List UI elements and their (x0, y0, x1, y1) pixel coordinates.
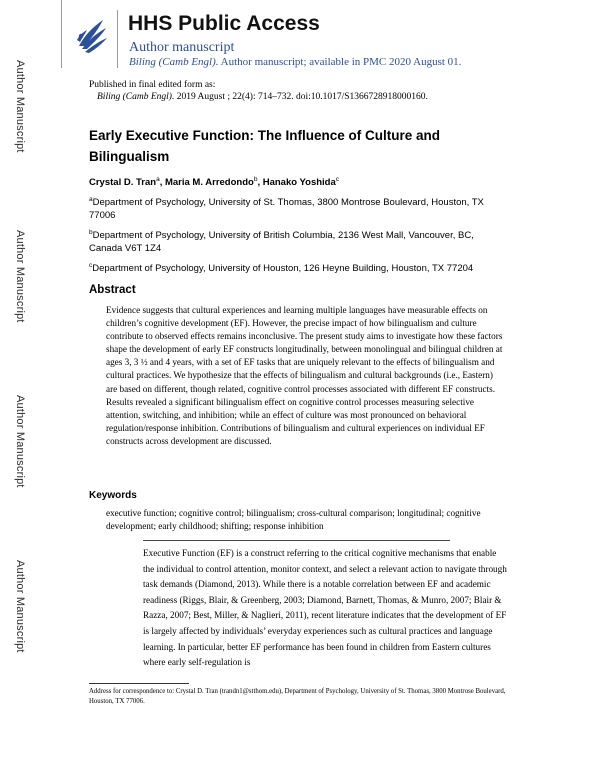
article-title: Early Executive Function: The Influence of Culture and Bilingualism (89, 128, 441, 164)
author-affil-mark: b (253, 176, 258, 183)
citation-journal: Biling (Camb Engl). (97, 92, 175, 102)
side-label-author-manuscript: Author Manuscript (14, 560, 26, 653)
body-paragraph: Executive Function (EF) is a construct referring to the critical cognitive mechanisms that enable the individual to control attention, monitor context, and select a relevant action to navigate through task demands (Diamond, 2013). While there is a notable correlation between EF and academic readiness (Riggs, Blair, & Greenberg, 2003; Diamond, Barnett, Thomas, & Munro, 2007; Blair & Razza, 2007; Best, Miller, & Naglieri, 2011), recent literature indicates that the development of EF is largely affected by individuals’ everyday experiences such as cultural practices and language learning. In particular, better EF performance has been found in children from Eastern cultures where early self-regulation is (143, 548, 507, 668)
author-name: Maria M. Arredondo (164, 177, 254, 189)
affiliation-text: Department of Psychology, University of British Columbia, 2136 West Mall, Vancouver, BC, Canada V6T 1Z4 (89, 230, 474, 255)
header-subtitle: Author manuscript (129, 40, 235, 55)
affiliation (89, 259, 509, 275)
section-divider (143, 540, 450, 541)
abstract-text: Evidence suggests that cultural experiences and learning multiple languages have measurable effects on children’s cognitive development (EF). However, the precise impact of how bilingualism and culture contribute to observed effects remains inconclusive. The present study aims to investigate how these factors shape the development of early EF constructs longitudinally, between monolingual and bilingual children at ages 3, 3 ½ and 4 years, with a set of EF tasks that are uniquely relevant to the effects of bilingualism and cultural practices. We hypothesize that the effects of bilingualism and cultural backgrounds (i.e., Eastern) are based on different, though related, cognitive control processes associated with different EF constructs. Results revealed a significant bilingualism effect on cognitive control processes measuring selective attention, switching, and inhibition; while an effect of culture was most pronounced on behavioral regulation/response inhibition. Contributions of bilingualism and cultural experiences on individual EF constructs across development are discussed. (106, 305, 503, 446)
header-journal-name: Biling (Camb Engl). (129, 56, 219, 68)
citation-details: 2019 August ; 22(4): 714–732. doi:10.1017/S1366728918000160. (174, 92, 428, 102)
header-divider-left (61, 0, 62, 68)
correspondence-footnote: Address for correspondence to: Crystal D. Tran (trandn1@stthom.edu), Department of Psychology, University of St. Thomas, 3800 Montrose Boulevard, Houston, TX 77006. (89, 688, 506, 705)
side-label-author-manuscript: Author Manuscript (14, 60, 26, 153)
side-label-author-manuscript: Author Manuscript (14, 230, 26, 323)
header-availability: Author manuscript; available in PMC 2020 August 01. (218, 56, 462, 68)
affiliation-text: Department of Psychology, University of Houston, 126 Heyne Building, Houston, TX 77204 (92, 263, 474, 275)
affiliation-mark: b (89, 229, 93, 236)
hhs-eagle-icon (73, 16, 109, 56)
author-affil-mark: a (156, 176, 160, 183)
author-name: Hanako Yoshida (262, 177, 336, 189)
author-affil-mark: c (335, 176, 340, 183)
published-label: Published in final edited form as: (89, 80, 216, 90)
keywords-text: executive function; cognitive control; bilingualism; cross-cultural comparison; longitudinal; cognitive development; early childhood; shifting; response inhibition (106, 508, 481, 531)
affiliation-mark: a (89, 196, 93, 203)
header-journal-line (129, 56, 461, 68)
header-divider (117, 10, 118, 68)
citation (97, 92, 428, 102)
affiliation (89, 226, 509, 255)
footnote-divider (89, 683, 189, 684)
affiliation-text: Department of Psychology, University of St. Thomas, 3800 Montrose Boulevard, Houston, TX 77006 (89, 197, 484, 222)
abstract-heading: Abstract (89, 284, 136, 296)
author-name: Crystal D. Tran (89, 177, 157, 189)
header-title: HHS Public Access (128, 12, 320, 35)
side-label-author-manuscript: Author Manuscript (14, 395, 26, 488)
affiliation (89, 193, 509, 222)
author-list: Crystal D. Tran$^a$, Maria M. Arredondo$^b$, Hanako Yoshida$^c$ (89, 176, 340, 189)
keywords-heading: Keywords (89, 490, 137, 501)
affiliation-mark: c (89, 262, 93, 269)
